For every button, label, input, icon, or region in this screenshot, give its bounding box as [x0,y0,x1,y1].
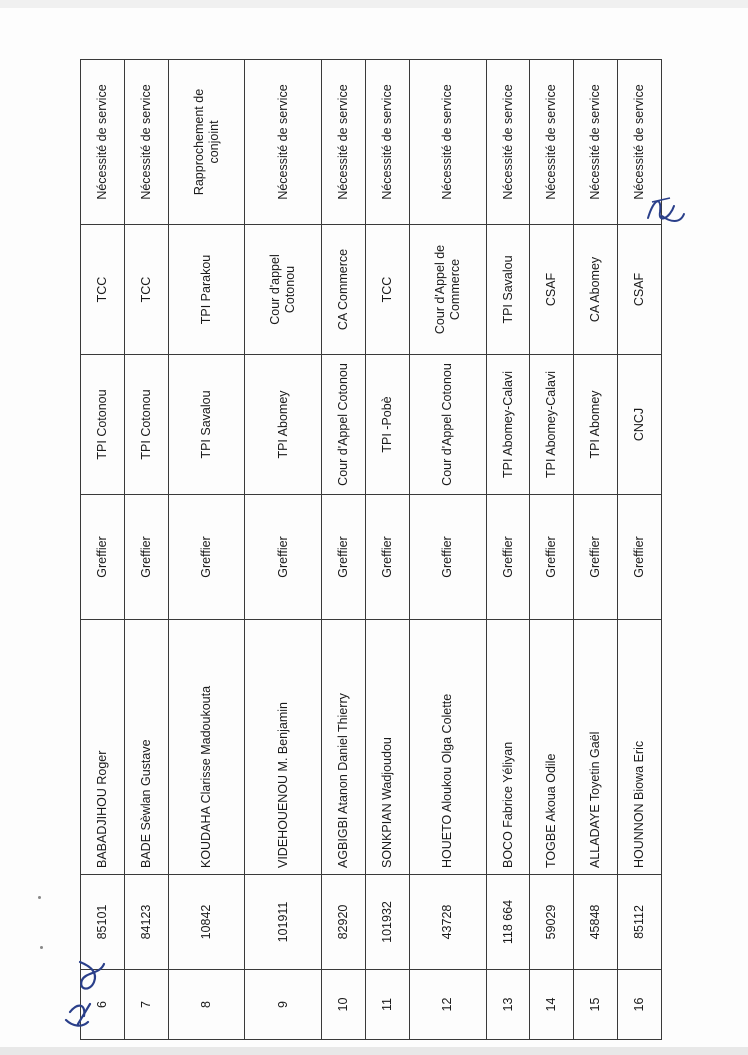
destination-cell: CSAF [618,225,662,355]
handwritten-initials-top [640,188,690,233]
reason-cell: Nécessité de service [366,60,410,225]
reason-cell: Rapprochement de conjoint [168,60,245,225]
table-row [245,60,322,1040]
destination-cell: TPI Savalou [486,225,530,355]
grade-cell: Greffier [409,495,486,620]
reason-cell: Nécessité de service [530,60,574,225]
grade-cell: Greffier [124,495,168,620]
origin-cell: Cour d'Appel Cotonou [409,355,486,495]
row-number: 13 [486,970,530,1040]
destination-cell: CA Abomey [574,225,618,355]
origin-cell: TPI Savalou [168,355,245,495]
row-number: 7 [124,970,168,1040]
reason-cell: Nécessité de service [574,60,618,225]
destination-cell: TPI Parakou [168,225,245,355]
matricule-cell: 85112 [618,875,662,970]
origin-cell: TPI Abomey-Calavi [530,355,574,495]
grade-cell: Greffier [81,495,125,620]
table-row [574,60,618,1040]
reason-cell: Nécessité de service [409,60,486,225]
reason-cell: Nécessité de service [618,60,662,225]
origin-cell: TPI Abomey-Calavi [486,355,530,495]
table-row [322,60,366,1040]
destination-cell: Cour d'Appel de Commerce [409,225,486,355]
table-row [81,60,125,1040]
matricule-cell: 84123 [124,875,168,970]
matricule-cell: 82920 [322,875,366,970]
destination-cell: TCC [81,225,125,355]
name-cell: BOCO Fabrice Yéliyan [486,620,530,875]
name-cell: ALLADAYE Toyetin Gaël [574,620,618,875]
row-number: 15 [574,970,618,1040]
matricule-cell: 45848 [574,875,618,970]
name-cell: SONKPIAN Wadjoudou [366,620,410,875]
row-number: 10 [322,970,366,1040]
destination-cell: CA Commerce [322,225,366,355]
reason-cell: Nécessité de service [124,60,168,225]
reason-cell: Nécessité de service [245,60,322,225]
matricule-cell: 118 664 [486,875,530,970]
grade-cell: Greffier [322,495,366,620]
grade-cell: Greffier [245,495,322,620]
table-body [81,60,662,1040]
row-number: 8 [168,970,245,1040]
grade-cell: Greffier [530,495,574,620]
name-cell: TOGBE Akoua Odile [530,620,574,875]
table-row [530,60,574,1040]
origin-cell: TPI Cotonou [124,355,168,495]
name-cell: VIDEHOUENOU M. Benjamin [245,620,322,875]
origin-cell: TPI Abomey [245,355,322,495]
row-number: 9 [245,970,322,1040]
row-number: 16 [618,970,662,1040]
table-row [124,60,168,1040]
rotated-table-wrapper [80,60,662,1040]
row-number: 11 [366,970,410,1040]
matricule-cell: 10842 [168,875,245,970]
table-row [366,60,410,1040]
row-number: 14 [530,970,574,1040]
table-row [486,60,530,1040]
name-cell: HOUNNON Biowa Eric [618,620,662,875]
origin-cell: CNCJ [618,355,662,495]
row-number: 6 [81,970,125,1040]
speck [40,946,43,949]
speck [38,896,41,899]
scan-edge-bottom [0,1047,748,1055]
matricule-cell: 85101 [81,875,125,970]
origin-cell: TPI Abomey [574,355,618,495]
matricule-cell: 59029 [530,875,574,970]
name-cell: KOUDAHA Clarisse Madoukouta [168,620,245,875]
origin-cell: TPI Cotonou [81,355,125,495]
origin-cell: Cour d'Appel Cotonou [322,355,366,495]
reason-cell: Nécessité de service [486,60,530,225]
name-cell: HOUETO Aloukou Olga Colette [409,620,486,875]
grade-cell: Greffier [486,495,530,620]
grade-cell: Greffier [618,495,662,620]
grade-cell: Greffier [574,495,618,620]
reason-cell: Nécessité de service [81,60,125,225]
reason-cell: Nécessité de service [322,60,366,225]
grade-cell: Greffier [366,495,410,620]
name-cell: AGBIGBI Atanon Daniel Thierry [322,620,366,875]
grade-cell: Greffier [168,495,245,620]
table-row [409,60,486,1040]
destination-cell: TCC [366,225,410,355]
destination-cell: TCC [124,225,168,355]
transfer-table [80,59,662,1040]
name-cell: BADE Sèwlan Gustave [124,620,168,875]
origin-cell: TPI -Pobè [366,355,410,495]
destination-cell: CSAF [530,225,574,355]
scan-edge-top [0,0,748,8]
matricule-cell: 101911 [245,875,322,970]
name-cell: BABADJIHOU Roger [81,620,125,875]
table-row [168,60,245,1040]
matricule-cell: 43728 [409,875,486,970]
matricule-cell: 101932 [366,875,410,970]
destination-cell: Cour d'appel Cotonou [245,225,322,355]
handwritten-signature-bottom [60,952,135,1032]
row-number: 12 [409,970,486,1040]
